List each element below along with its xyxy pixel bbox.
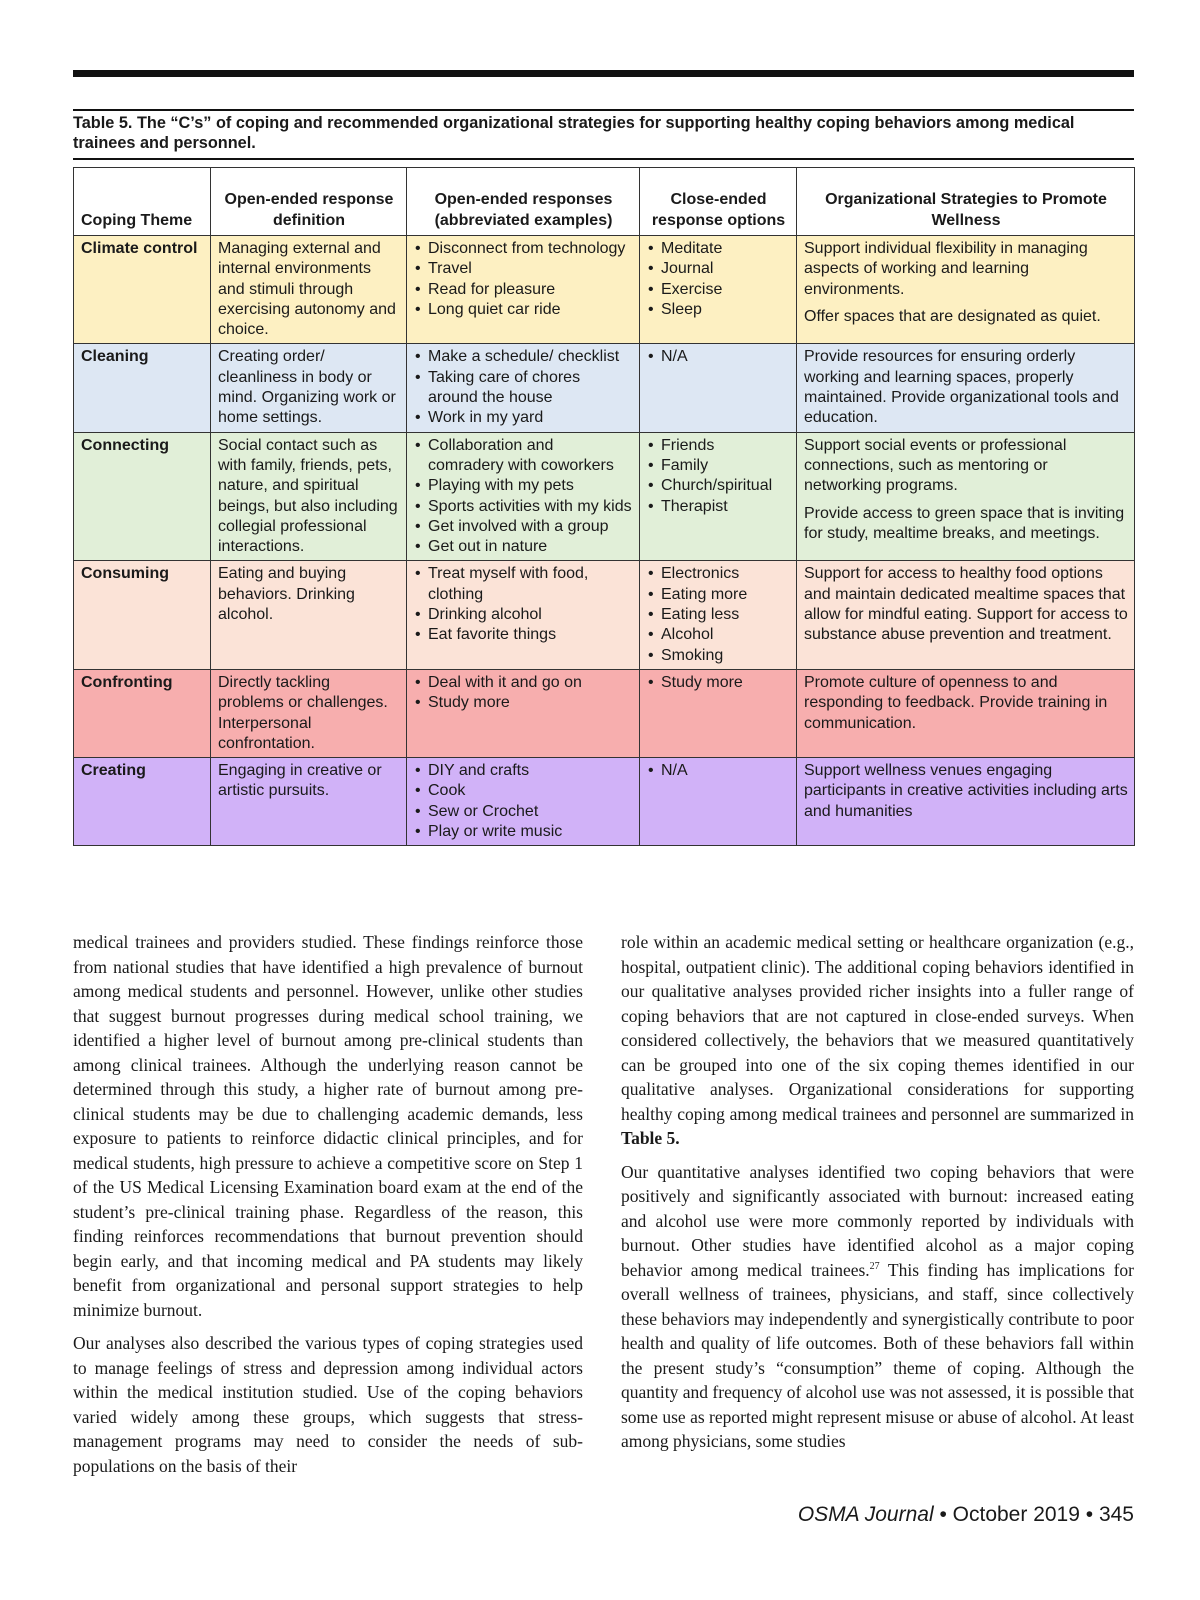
body-paragraph xyxy=(621,930,1134,1151)
strategy-paragraph: Support for access to healthy food options and maintain dedicated mealtime spaces that allow for mindful eating. Support for access to substance abuse prevention and treatment. xyxy=(804,565,1128,644)
table-row xyxy=(74,758,1135,846)
list-item: • Get involved with a group xyxy=(414,517,633,537)
table-row xyxy=(74,561,1135,669)
strategies-cell xyxy=(797,236,1135,344)
list-item: • Smoking xyxy=(647,646,790,666)
strategy-paragraph: Support individual flexibility in managing aspects of working and learning environments. xyxy=(804,240,1088,298)
list-item: • Taking care of chores around the house xyxy=(414,368,633,409)
list-item: • Study more xyxy=(414,693,633,713)
header-close-responses: Close-ended response options xyxy=(640,168,797,236)
table-row xyxy=(74,236,1135,344)
page-number: 345 xyxy=(1098,1503,1134,1526)
coping-theme-cell: Connecting xyxy=(74,432,211,561)
strategies-cell xyxy=(797,561,1135,669)
strategies-cell xyxy=(797,432,1135,561)
table-reference: Table 5. xyxy=(621,1128,680,1148)
body-column-left xyxy=(73,930,583,1487)
list-item: • Drinking alcohol xyxy=(414,605,633,625)
caption-rule-top xyxy=(73,109,1134,111)
open-responses-list xyxy=(414,673,633,714)
list-item: • Journal xyxy=(647,259,790,279)
close-responses-cell xyxy=(640,561,797,669)
body-paragraph: medical trainees and providers studied. These findings reinforce those from national studies that have identified a high prevalence of burnout among medical students and personnel. However, unlike other studies that suggest burnout progresses during medical school training, we identified a higher level of burnout among pre-clinical students than among clinical trainees. Although the underlying reason cannot be determined through this study, a higher rate of burnout among pre-clinical students may be due to challenging academic demands, less exposure to patients to reinforce didactic clinical principles, and for medical students, high pressure to achieve a competitive score on Step 1 of the US Medical Licensing Examination board exam at the end of the student’s pre-clinical training phase. Regardless of the reason, this finding reinforces recommendations that burnout prevention should begin early, and that incoming medical and PA students may likely benefit from organizational and personal support strategies to help minimize burnout. xyxy=(73,932,583,1320)
header-definition: Open-ended response definition xyxy=(211,168,407,236)
coping-theme-cell: Cleaning xyxy=(74,344,211,432)
caption-rule-bottom xyxy=(73,158,1134,160)
list-item: • DIY and crafts xyxy=(414,761,633,781)
list-item: • Friends xyxy=(647,436,790,456)
strategies-cell xyxy=(797,669,1135,757)
close-responses-list xyxy=(647,436,790,517)
open-responses-cell xyxy=(407,669,640,757)
body-paragraph xyxy=(621,1160,1134,1454)
table-row xyxy=(74,669,1135,757)
list-item: • Treat myself with food, clothing xyxy=(414,564,633,605)
open-responses-cell xyxy=(407,561,640,669)
strategy-paragraph: Provide access to green space that is inviting for study, mealtime breaks, and meetings. xyxy=(804,504,1125,542)
coping-table xyxy=(73,167,1135,846)
header-coping-theme: Coping Theme xyxy=(74,168,211,236)
list-item: • Disconnect from technology xyxy=(414,239,633,259)
table-caption: Table 5. The “C’s” of coping and recommended organizational strategies for supporting healthy coping behaviors among medical trainees and personnel. xyxy=(73,114,1075,152)
list-item: • Collaboration and comradery with coworkers xyxy=(414,436,633,477)
close-responses-cell xyxy=(640,344,797,432)
paragraph-text: Our quantitative analyses identified two coping behaviors that were positively and significantly associated with burnout: increased eating and alcohol use were more commonly reported by individuals with burnout. Other studies have identified alcohol as a major coping behavior among medical trainees. xyxy=(621,1161,1134,1280)
definition-cell: Creating order/ cleanliness in body or mind. Organizing work or home settings. xyxy=(211,344,407,432)
list-item: • Get out in nature xyxy=(414,537,633,557)
body-paragraph: Our analyses also described the various types of coping strategies used to manage feelings of stress and depression among individual actors within the medical institution studied. Use of the coping behaviors varied widely among these groups, which suggests that stress-management programs may need to consider the needs of sub-populations on the basis of their xyxy=(73,1333,583,1476)
table-body xyxy=(74,236,1135,846)
list-item: • Therapist xyxy=(647,497,790,517)
list-item: • Cook xyxy=(414,781,633,801)
definition-cell: Eating and buying behaviors. Drinking alcohol. xyxy=(211,561,407,669)
top-rule xyxy=(73,70,1134,77)
list-item: • Travel xyxy=(414,259,633,279)
strategy-paragraph: Provide resources for ensuring orderly working and learning spaces, properly maintained. Provide organizational tools and education. xyxy=(804,348,1119,427)
close-responses-list xyxy=(647,239,790,320)
list-item: • N/A xyxy=(647,761,790,781)
open-responses-list xyxy=(414,347,633,428)
list-item: • Eating less xyxy=(647,605,790,625)
definition-cell: Social contact such as with family, friends, pets, nature, and spiritual beings, but also including collegial professional interactions. xyxy=(211,432,407,561)
list-item: • Deal with it and go on xyxy=(414,673,633,693)
list-item: • Family xyxy=(647,456,790,476)
table-header-row xyxy=(74,168,1135,236)
page-footer xyxy=(798,1503,1134,1527)
strategy-paragraph: Support wellness venues engaging participants in creative activities including arts and humanities xyxy=(804,762,1128,820)
strategy-paragraph: Offer spaces that are designated as quiet. xyxy=(804,307,1101,325)
definition-cell: Directly tackling problems or challenges. Interpersonal confrontation. xyxy=(211,669,407,757)
list-item: • Alcohol xyxy=(647,625,790,645)
open-responses-list xyxy=(414,239,633,320)
strategy-paragraph: Promote culture of openness to and responding to feedback. Provide training in communication. xyxy=(804,673,1108,732)
list-item: • Sew or Crochet xyxy=(414,802,633,822)
list-item: • Eating more xyxy=(647,585,790,605)
strategies-cell xyxy=(797,758,1135,846)
coping-theme-cell: Climate control xyxy=(74,236,211,344)
list-item: • Play or write music xyxy=(414,822,633,842)
list-item: • Study more xyxy=(647,673,790,693)
close-responses-list xyxy=(647,761,790,781)
list-item: • Long quiet car ride xyxy=(414,300,633,320)
paragraph-text: This finding has implications for overall wellness of trainees, physicians, and staff, since collectively these behaviors may independently and synergistically contribute to poor health and quality of life outcomes. Both of these behaviors fall within the present study’s “consumption” theme of coping. Although the quantity and frequency of alcohol use was not assessed, it is possible that some use as reported might represent misuse or abuse of alcohol. At least among physicians, some studies xyxy=(621,1259,1134,1451)
close-responses-list xyxy=(647,564,790,665)
journal-name: OSMA Journal xyxy=(797,1503,934,1526)
strategies-cell xyxy=(797,344,1135,432)
paragraph-text: role within an academic medical setting or healthcare organization (e.g., hospital, outpatient clinic). The additional coping behaviors identified in our qualitative analyses provided richer insights into a fuller range of coping behaviors that are not captured in close-ended surveys. When considered collectively, the behaviors that we measured quantitatively can be grouped into one of the six coping themes identified in our qualitative analyses. Organizational considerations for supporting healthy coping among medical trainees and personnel are summarized in xyxy=(621,932,1134,1124)
footer-separator: • xyxy=(1079,1503,1099,1526)
close-responses-cell xyxy=(640,669,797,757)
open-responses-list xyxy=(414,761,633,842)
coping-theme-cell: Consuming xyxy=(74,561,211,669)
list-item: • Sports activities with my kids xyxy=(414,497,633,517)
strategy-paragraph: Support social events or professional connections, such as mentoring or networking programs. xyxy=(804,436,1067,495)
close-responses-cell xyxy=(640,236,797,344)
list-item: • Eat favorite things xyxy=(414,625,633,645)
open-responses-cell xyxy=(407,758,640,846)
open-responses-list xyxy=(414,564,633,645)
close-responses-cell xyxy=(640,758,797,846)
definition-cell: Engaging in creative or artistic pursuits. xyxy=(211,758,407,846)
close-responses-list xyxy=(647,347,790,367)
header-strategies: Organizational Strategies to Promote Wellness xyxy=(797,168,1135,236)
list-item: • Electronics xyxy=(647,564,790,584)
list-item: • Read for pleasure xyxy=(414,280,633,300)
open-responses-cell xyxy=(407,432,640,561)
body-column-right xyxy=(621,930,1134,1463)
list-item: • N/A xyxy=(647,347,790,367)
list-item: • Meditate xyxy=(647,239,790,259)
open-responses-cell xyxy=(407,344,640,432)
close-responses-cell xyxy=(640,432,797,561)
citation-superscript: 27 xyxy=(869,1260,880,1272)
list-item: • Exercise xyxy=(647,280,790,300)
list-item: • Sleep xyxy=(647,300,790,320)
coping-theme-cell: Creating xyxy=(74,758,211,846)
header-open-responses: Open-ended responses (abbreviated examples) xyxy=(407,168,640,236)
table-row xyxy=(74,344,1135,432)
footer-separator: • xyxy=(933,1503,953,1526)
open-responses-list xyxy=(414,436,633,558)
list-item: • Church/spiritual xyxy=(647,476,790,496)
coping-theme-cell: Confronting xyxy=(74,669,211,757)
open-responses-cell xyxy=(407,236,640,344)
close-responses-list xyxy=(647,673,790,693)
definition-cell: Managing external and internal environments and stimuli through exercising autonomy and choice. xyxy=(211,236,407,344)
list-item: • Make a schedule/ checklist xyxy=(414,347,633,367)
list-item: • Playing with my pets xyxy=(414,476,633,496)
list-item: • Work in my yard xyxy=(414,408,633,428)
issue-date: October 2019 xyxy=(952,1503,1080,1526)
table-row xyxy=(74,432,1135,561)
